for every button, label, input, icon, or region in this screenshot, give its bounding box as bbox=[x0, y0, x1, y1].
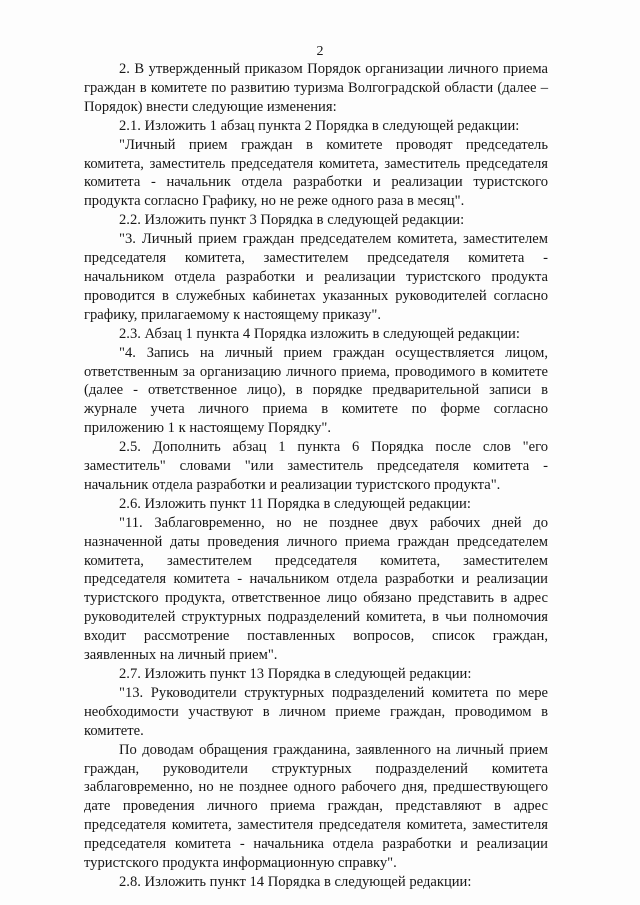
paragraph-2-2-heading: 2.2. Изложить пункт 3 Порядка в следующей редакции: bbox=[119, 212, 465, 229]
paragraph-2-7-text-continued: По доводам обращения гражданина, заявленного на личный прием граждан, руководители структурных подразделений комитета заблаговременно, но не позднее одного рабочего дня, предшествующего дате проведения личного приема граждан, представляют в адрес председателя комитета, заместителя председателя комитета, заместителя председателя комитета - начальника отдела разработки и реализации туристского продукта информационную справку". bbox=[84, 741, 548, 872]
paragraph-2-1-text: "Личный прием граждан в комитете проводят председатель комитета, заместитель председателя комитета, заместитель председателя комитета - начальник отдела разработки и реализации туристского продукта согласно Графику, но не реже одного раза в месяц". bbox=[84, 136, 548, 210]
paragraph-2-5-text: 2.5. Дополнить абзац 1 пункта 6 Порядка после слов "его заместитель" словами "или заместитель председателя комитета - начальник отдела разработки и реализации туристского продукта". bbox=[84, 439, 548, 493]
paragraph-2-3-heading: 2.3. Абзац 1 пункта 4 Порядка изложить в следующей редакции: bbox=[119, 325, 520, 342]
paragraph-2-6-text: "11. Заблаговременно, но не позднее двух рабочих дней до назначенной даты проведения личного приема граждан председателем комитета, заместителем председателя комитета, заместителем председателя комитета - начальником отдела разработки и реализации туристского продукта, ответственное лицо обязано представить в адрес руководителей структурных подразделений комитета, в чьи полномочия входит рассмотрение поставленных вопросов, список граждан, заявленных на личный прием". bbox=[84, 514, 548, 664]
paragraph-2-3-text: "4. Запись на личный прием граждан осуществляется лицом, ответственным за организацию личного приема, проводимого в комитете (далее - ответственное лицо), в порядке предварительной записи в журнале учета личного приема в комитете по форме согласно приложению 1 к настоящему Порядку". bbox=[84, 344, 548, 437]
paragraph-2-6-heading: 2.6. Изложить пункт 11 Порядка в следующей редакции: bbox=[119, 495, 471, 512]
paragraph-2-7-text: "13. Руководители структурных подразделений комитета по мере необходимости участвуют в личном приеме граждан, проводимом в комитете. bbox=[84, 684, 548, 739]
paragraph-2-intro: 2. В утвержденный приказом Порядок организации личного приема граждан в комитете по развитию туризма Волгоградской области (далее – Порядок) внести следующие изменения: bbox=[84, 61, 548, 115]
page-number: 2 bbox=[316, 44, 324, 59]
paragraph-2-1-heading: 2.1. Изложить 1 абзац пункта 2 Порядка в следующей редакции: bbox=[119, 117, 520, 134]
paragraph-2-7-heading: 2.7. Изложить пункт 13 Порядка в следующей редакции: bbox=[119, 666, 472, 682]
paragraph-2-2-text: "3. Личный прием граждан председателем комитета, заместителем председателя комитета, заместителем председателя комитета - начальником отдела разработки и реализации туристского продукта проводится в служебных кабинетах указанных руководителей согласно графику, прилагаемому к настоящему приказу". bbox=[84, 231, 548, 323]
paragraph-2-8-heading: 2.8. Изложить пункт 14 Порядка в следующей редакции: bbox=[119, 873, 472, 890]
document-body bbox=[84, 60, 548, 892]
